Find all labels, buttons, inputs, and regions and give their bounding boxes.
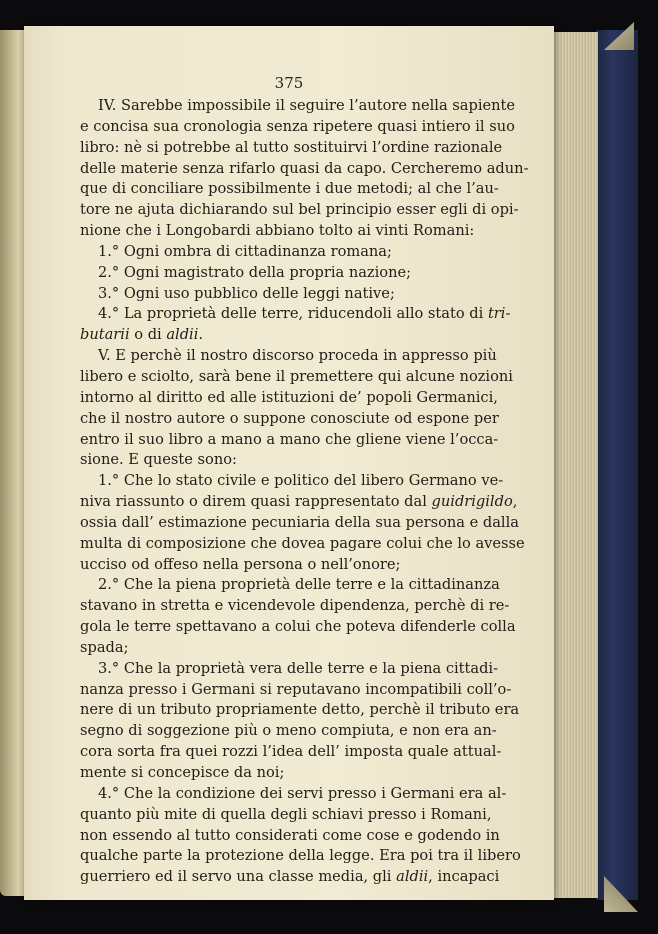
text-span: , — [512, 493, 518, 511]
text-line — [80, 846, 521, 867]
text-line — [80, 513, 519, 534]
text-line — [80, 346, 497, 367]
text-line — [80, 325, 476, 346]
text-span: nione che i Longobardi abbiano tolto ai vinti Romani: — [80, 222, 475, 240]
text-span: gola le terre spettavano a colui che poteva difenderle colla — [80, 618, 516, 636]
text-span: 1.° Che lo stato civile e politico del libero Germano ve- — [98, 472, 504, 490]
text-span: libero e sciolto, sarà bene il premettere qui alcune nozioni — [80, 367, 513, 385]
text-line — [80, 138, 503, 159]
text-span: 2.° Ogni magistrato della propria nazione; — [98, 263, 412, 281]
text-span: IV. Sarebbe impossibile il seguire l’autore nella sapiente — [98, 97, 516, 114]
text-span: qualche parte la protezione della legge. Era poi tra il libero — [80, 847, 521, 865]
italic-term: tri- — [487, 305, 511, 323]
text-span: o di — [129, 326, 167, 344]
text-span: 3.° Ogni uso pubblico delle leggi native; — [98, 284, 395, 302]
text-line — [80, 471, 504, 492]
text-span: spada; — [80, 638, 129, 656]
page-text — [80, 96, 529, 888]
text-line — [80, 680, 512, 701]
text-span: segno di soggezione più o meno compiuta, e non era an- — [80, 722, 497, 740]
text-span: ossia dall’ estimazione pecuniaria della sua persona e dalla — [80, 513, 519, 531]
italic-term: guidrigildo — [431, 493, 513, 511]
text-line — [80, 492, 518, 513]
text-span: che il nostro autore o suppone conosciute od espone per — [80, 409, 499, 427]
italic-term: butarii — [80, 326, 130, 344]
text-line — [80, 763, 476, 784]
text-span: ucciso od offeso nella persona o nell’onore; — [80, 555, 401, 573]
text-line — [80, 242, 476, 263]
page-edges — [550, 32, 598, 898]
text-span: quanto più mite di quella degli schiavi presso i Romani, — [80, 805, 492, 823]
text-span: que di conciliare possibilmente i due metodi; al che l’au- — [80, 180, 499, 198]
text-line — [80, 284, 476, 305]
text-span: 4.° Che la condizione dei servi presso i Germani era al- — [98, 784, 507, 802]
text-line — [80, 450, 476, 471]
text-span: 1.° Ogni ombra di cittadinanza romana; — [98, 242, 392, 260]
text-line — [80, 221, 476, 242]
book-page — [24, 26, 554, 900]
text-line — [80, 263, 476, 284]
text-line — [80, 304, 511, 325]
text-line — [80, 534, 525, 555]
text-span: stavano in stretta e vicendevole dipendenza, perchè di re- — [80, 597, 510, 615]
text-span: delle materie senza rifarlo quasi da capo. Cercheremo adun- — [80, 159, 529, 177]
text-span: 3.° Che la proprietà vera delle terre e la piena cittadi- — [98, 659, 499, 677]
text-line — [80, 742, 502, 763]
text-line — [80, 179, 499, 200]
text-line — [80, 200, 519, 221]
text-line — [80, 555, 476, 576]
italic-term: aldii — [166, 326, 199, 344]
text-line — [80, 409, 499, 430]
text-span: non essendo al tutto considerati come cose e godendo in — [80, 826, 500, 844]
text-span: entro il suo libro a mano a mano che gliene viene l’occa- — [80, 430, 499, 448]
text-span: V. E perchè il nostro discorso proceda in appresso più — [98, 347, 497, 365]
book-cover — [596, 30, 638, 900]
text-span: multa di composizione che dovea pagare colui che lo avesse — [80, 534, 525, 552]
text-span: nere di un tributo propriamente detto, perchè il tributo era — [80, 701, 520, 719]
text-line — [80, 367, 513, 388]
text-span: libro: nè si potrebbe al tutto sostituirvi l’ordine razionale — [80, 138, 503, 156]
text-line — [80, 388, 498, 409]
text-line — [80, 638, 476, 659]
text-span: e concisa sua cronologia senza ripetere quasi intiero il suo — [80, 117, 515, 135]
text-line — [80, 575, 500, 596]
left-page-edge — [0, 30, 26, 896]
text-line — [80, 617, 516, 638]
text-span: niva riassunto o direm quasi rappresentato dal — [80, 493, 432, 511]
text-span: . — [198, 326, 204, 344]
text-span: 2.° Che la piena proprietà delle terre e la cittadinanza — [98, 576, 500, 594]
text-span: sione. E queste sono: — [80, 451, 237, 469]
text-line — [80, 721, 497, 742]
italic-term: aldii — [396, 868, 429, 886]
text-line — [80, 826, 500, 847]
text-span: 4.° La proprietà delle terre, riducendoli allo stato di — [98, 305, 488, 323]
text-span: cora sorta fra quei rozzi l’idea dell’ imposta quale attual- — [80, 743, 502, 761]
text-line — [80, 430, 499, 451]
text-line — [80, 117, 515, 138]
text-line — [80, 596, 510, 617]
text-span: tore ne ajuta dichiarando sul bel principio esser egli di opi- — [80, 201, 519, 219]
text-span: mente si concepisce da noi; — [80, 764, 285, 781]
text-span: nanza presso i Germani si reputavano incompatibili coll’o- — [80, 680, 512, 698]
text-line — [80, 867, 500, 888]
text-line — [80, 805, 492, 826]
text-span: guerriero ed il servo una classe media, gli — [80, 868, 397, 886]
page-number: 375 — [274, 74, 304, 92]
text-line — [80, 784, 507, 805]
text-line — [80, 96, 516, 117]
text-line — [80, 159, 529, 180]
text-line — [80, 700, 520, 721]
text-span: intorno al diritto ed alle istituzioni de’ popoli Germanici, — [80, 388, 498, 406]
text-line — [80, 659, 499, 680]
text-span: , incapaci — [428, 868, 500, 886]
